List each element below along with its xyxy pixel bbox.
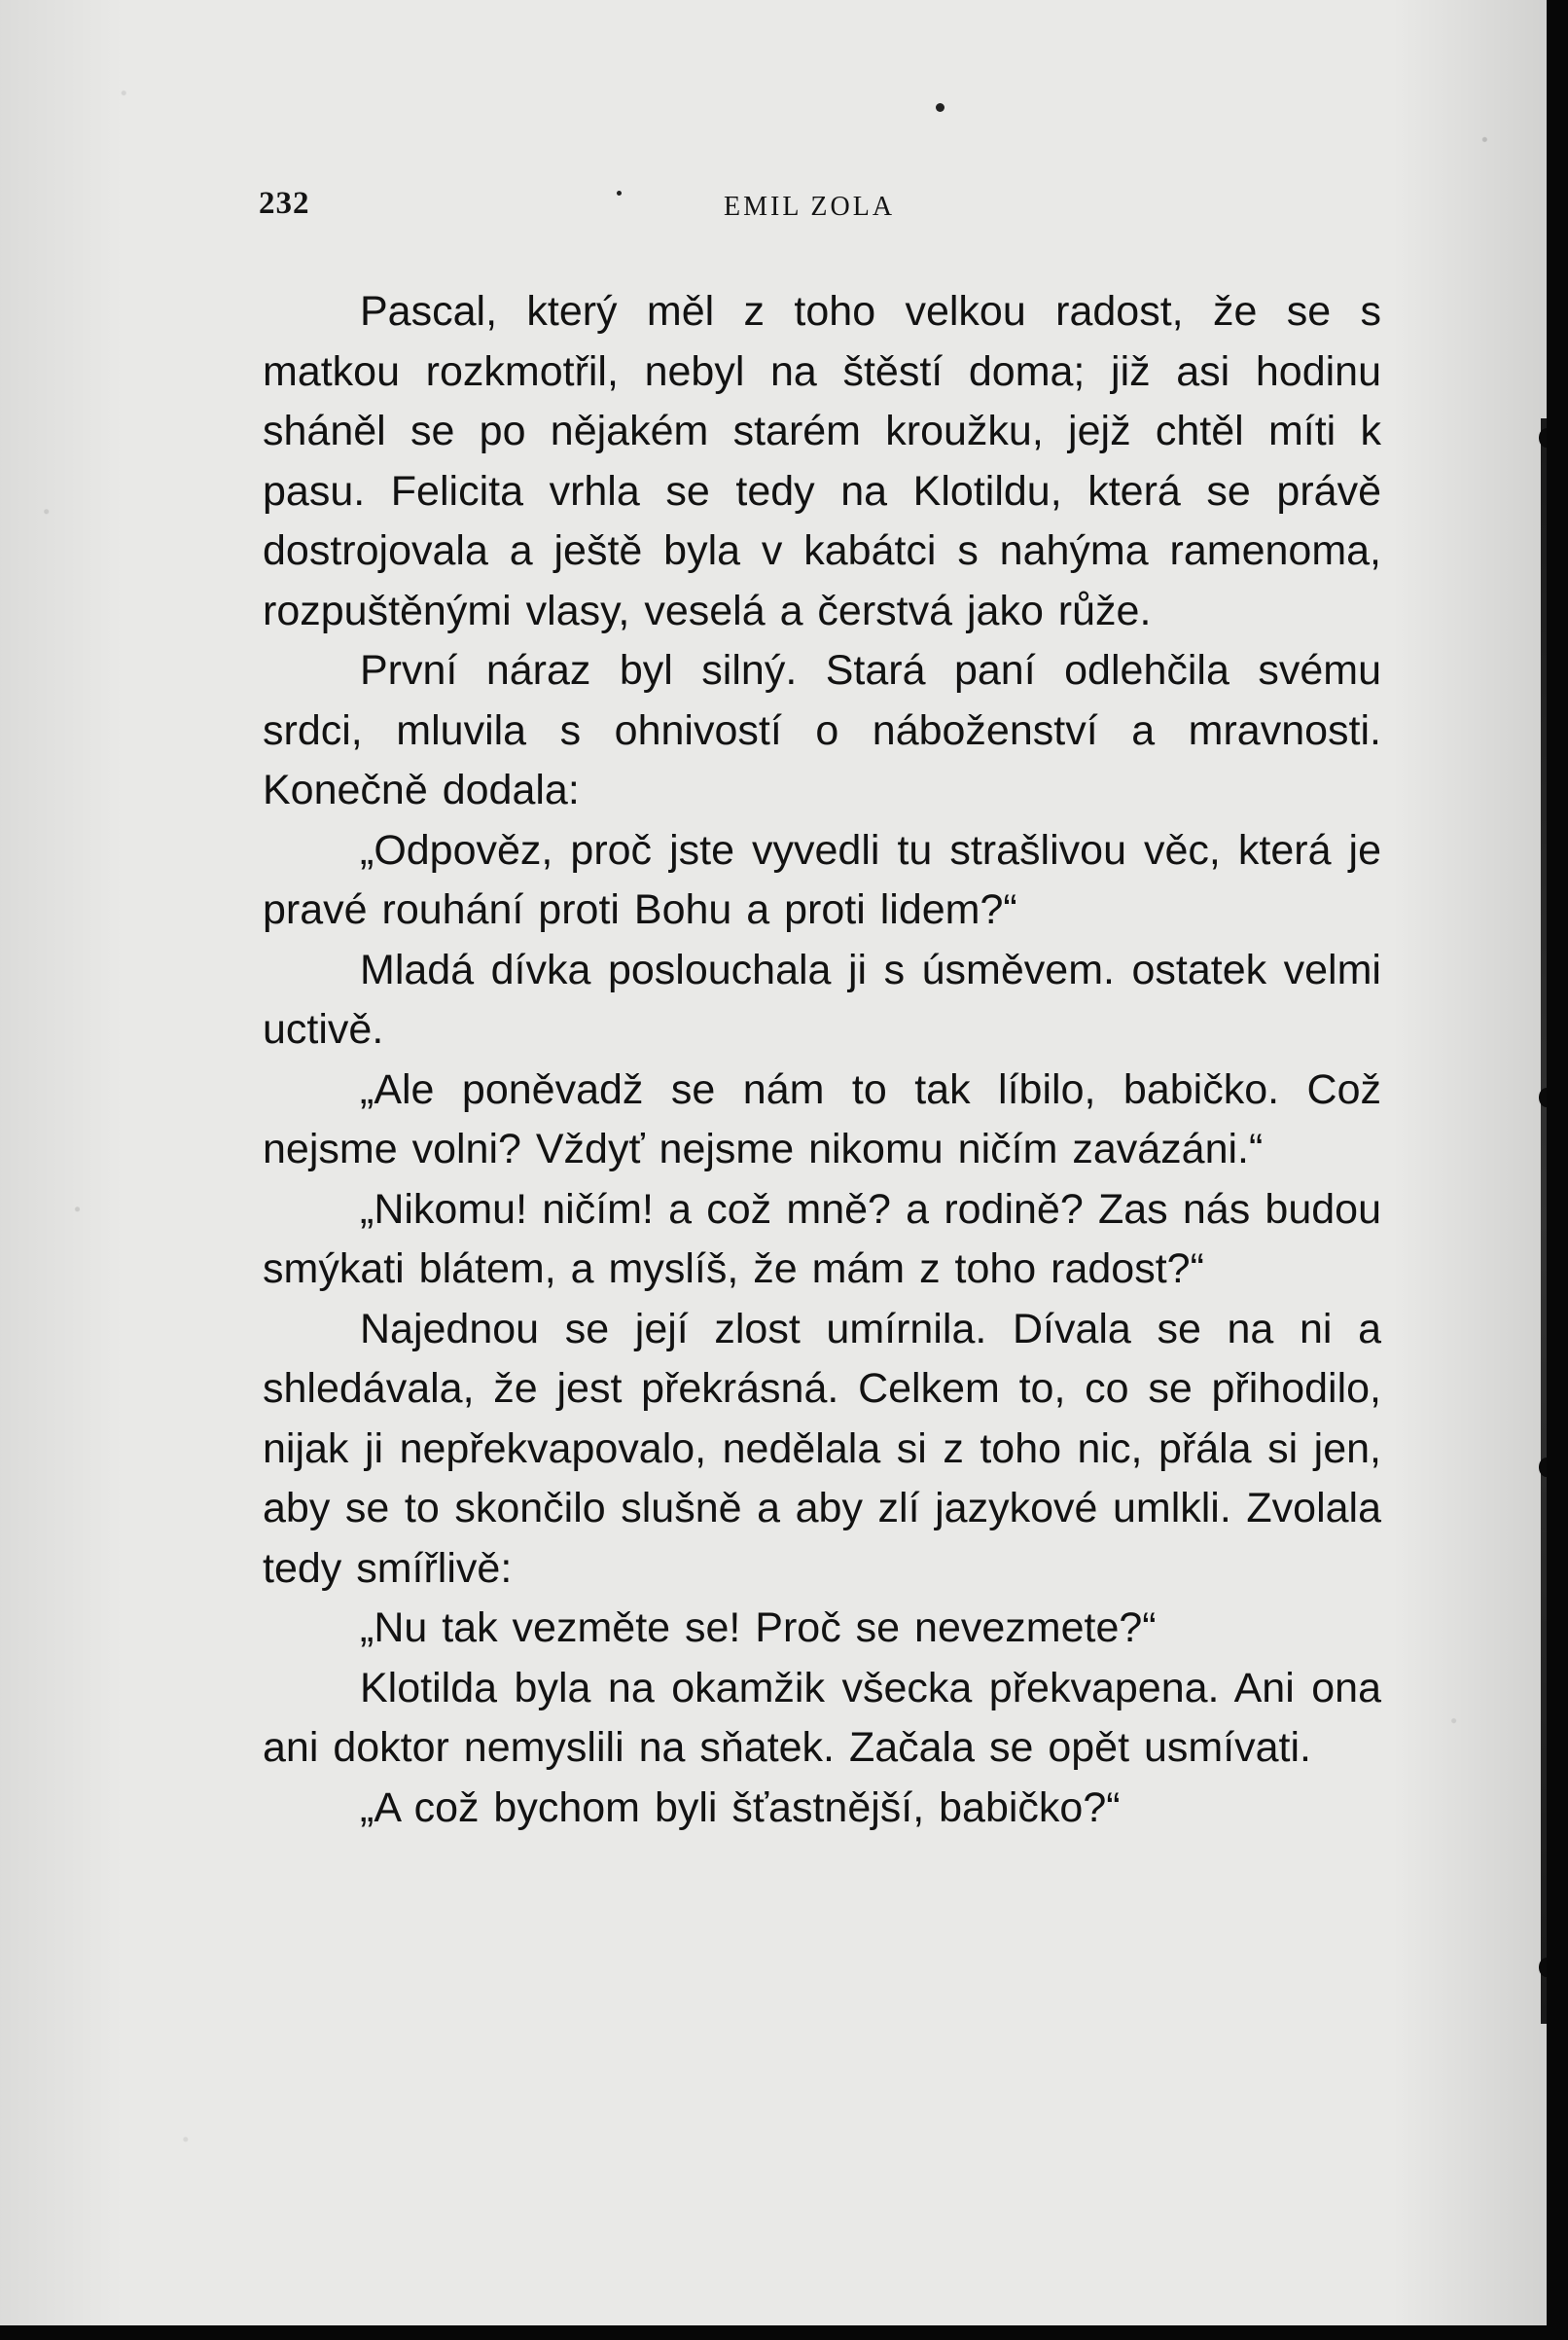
scan-border-bottom bbox=[0, 2325, 1568, 2340]
paragraph: „A což bychom byli šťastnější, babičko?“ bbox=[360, 1783, 1121, 1831]
body-text bbox=[263, 282, 1381, 1838]
paragraph: První náraz byl silný. Stará paní odlehčila svému srdci, mluvila s ohnivostí o náboženství a mravnosti. Konečně dodala: bbox=[263, 647, 1381, 813]
ink-speck bbox=[936, 103, 944, 112]
paragraph: Najednou se její zlost umírnila. Dívala se na ni a shledávala, že jest překrásná. Celkem to, co se přihodilo, nijak ji nepřekvapovalo, nedělala si z toho nic, přála si jen, aby se to skončilo slušně a aby zlí jazykové umlkli. Zvolala tedy smířlivě: bbox=[263, 1305, 1381, 1592]
paragraph: Klotilda byla na okamžik všecka překvapena. Ani ona ani doktor nemyslili na sňatek. Začala se opět usmívati. bbox=[263, 1664, 1381, 1771]
page-number: 232 bbox=[259, 186, 310, 221]
running-head bbox=[259, 186, 1387, 234]
paragraph: „Odpověz, proč jste vyvedli tu strašlivou věc, která je pravé rouhání proti Bohu a proti lidem?“ bbox=[263, 826, 1381, 933]
paragraph: „Nu tak vezměte se! Proč se nevezmete?“ bbox=[360, 1604, 1157, 1651]
paragraph: Mladá dívka poslouchala ji s úsměvem. ostatek velmi uctivě. bbox=[263, 946, 1381, 1053]
scan-border-right bbox=[1547, 0, 1568, 2340]
paragraph: „Ale poněvadž se nám to tak líbilo, babičko. Což nejsme volni? Vždyť nejsme nikomu ničím zavázáni.“ bbox=[263, 1065, 1381, 1172]
paragraph: „Nikomu! ničím! a což mně? a rodině? Zas nás budou smýkati blátem, a myslíš, že mám z toho radost?“ bbox=[263, 1185, 1381, 1292]
author-name: EMIL ZOLA bbox=[724, 192, 896, 222]
paragraph: Pascal, který měl z toho velkou radost, že se s matkou rozkmotřil, nebyl na štěstí doma; již asi hodinu sháněl se po nějakém starém kroužku, jejž chtěl míti k pasu. Felicita vrhla se tedy na Klotildu, která se právě dostrojovala a ještě byla v kabátci s nahýma ramenoma, rozpuštěnými vlasy, veselá a čerstvá jako růže. bbox=[263, 288, 1381, 634]
